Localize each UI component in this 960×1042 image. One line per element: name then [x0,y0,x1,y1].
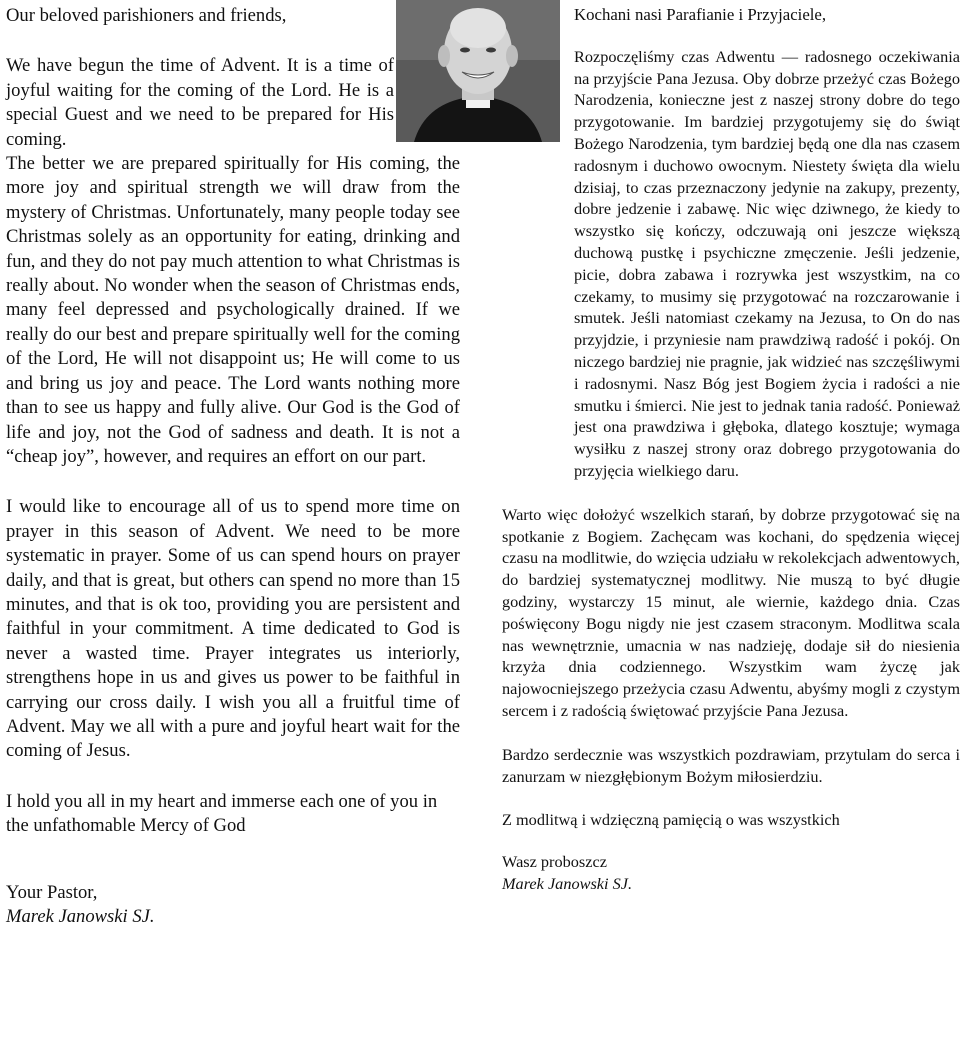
polish-column [496,0,960,895]
english-greeting: Our beloved parishioners and friends, [6,5,287,26]
english-closing: Your Pastor, [6,881,98,903]
polish-greeting: Kochani nasi Parafianie i Przyjaciele, [574,5,827,24]
polish-paragraph-4: Z modlitwą i wdzięczną pamięcią o was wszystkich [502,810,840,830]
polish-paragraph-3: Bardzo serdecznie was wszystkich pozdrawiam, przytulam do serca i zanurzam w niezgłębionym Bożym miłosierdziu. [502,744,960,786]
english-paragraph-intro: We have begun the time of Advent. It is a time of joyful waiting for the coming of the Lord. He is a special Guest and we need to be prepared for His coming. [6,55,394,150]
english-signature: Marek Janowski SJ. [6,906,155,927]
polish-paragraph-1: Rozpoczęliśmy czas Adwentu — radosnego oczekiwania na przyjście Pana Jezusa. Oby dobrze przeżyć czas Bożego Narodzenia, konieczne jest z naszej strony dobre do tego przygotowanie. Im bardziej przygotujemy się do świąt Bożego Narodzenia, tym bardziej będą one dla nas czasem radosnym i duchowo owocnym. Niestety święta dla wielu dzisiaj, to czas przeznaczony jedynie na zakupy, prezenty, dobre jedzenie i zabawę. Nic więc dziwnego, że kiedy to wszystko się kończy, odczuwają oni jeszcze większą duchową pustkę i psychiczne zmęczenie. Jeśli jedzenie, picie, dobra zabawa i rozrywka jest wszystkim, na co czekamy, to musimy się przygotować na rozczarowanie i smutek. Jeśli natomiast czekamy na Jezusa, to On do nas przyjdzie, i przyniesie nam prawdziwą radość i pokój. On niczego bardziej nie pragnie, jak widzieć nas szczęśliwymi i radosnymi. Nasz Bóg jest Bogiem życia i radości a nie smutku i śmierci. Nie jest to jednak tania radość. Ponieważ jest ona prawdziwa i głęboka, dlatego kosztuje; wymaga wysiłku z naszej strony oraz dobrego przygotowania do przyjęcia wielkiego daru. [574,46,960,480]
english-paragraph-1: The better we are prepared spiritually for His coming, the more joy and spiritual strength we will draw from the mystery of Christmas. Unfortunately, many people today see Christmas solely as an opportunity for eating, drinking and fun, and they do not pay much attention to what Christmas is really about. No wonder when the season of Christmas ends, many feel depressed and psychologically drained. If we really do our best and prepare spiritually well for the coming of the Lord, He will not disappoint us; He will come to us and bring us joy and peace. The Lord wants nothing more than to see us happy and fully alive. Our God is the God of life and joy, not the God of sadness and death. It is not a “cheap joy”, however, and requires an effort on our part. [6,153,460,467]
polish-closing: Wasz proboszcz [502,852,607,872]
english-paragraph-3: I hold you all in my heart and immerse each one of you in the unfathomable Mercy of God [6,790,438,837]
polish-signature: Marek Janowski SJ. [502,873,633,893]
english-column [0,0,466,929]
polish-paragraph-2: Warto więc dołożyć wszelkich starań, by dobrze przygotować się na spotkanie z Bogiem. Zachęcam was kochani, do spędzenia więcej czasu na modlitwie, do wzięcia udziału w rekolekcjach adwentowych, do bardziej systematycznej modlitwy. Nie muszą to być długie godziny, wystarczy 15 minut, ale wiernie, każdego dnia. Czas poświęcony Bogu nigdy nie jest czasem straconym. Modlitwa scala nas wewnętrznie, umacnia w nas nadzieję, dodaje sił do niesienia krzyża dnia codziennego. Wszystkim wam życzę jak najowocniejszego przeżycia czasu Adwentu, abyśmy mogli z czystym sercem i z radością świętować przyjście Pana Jezusa. [502,504,960,720]
english-paragraph-2: I would like to encourage all of us to spend more time on prayer in this season of Advent. We need to be more systematic in prayer. Some of us can spend hours on prayer daily, and that is great, but others can spend no more than 15 minutes, and that is ok too, providing you are persistent and faithful in your commitment. A time dedicated to God is never a wasted time. Prayer integrates us interiorly, strengthens hope in us and gives us power to be faithful in carrying our cross daily. I wish you all a fruitful time of Advent. May we all with a pure and joyful heart wait for the coming of Jesus. [6,496,460,762]
